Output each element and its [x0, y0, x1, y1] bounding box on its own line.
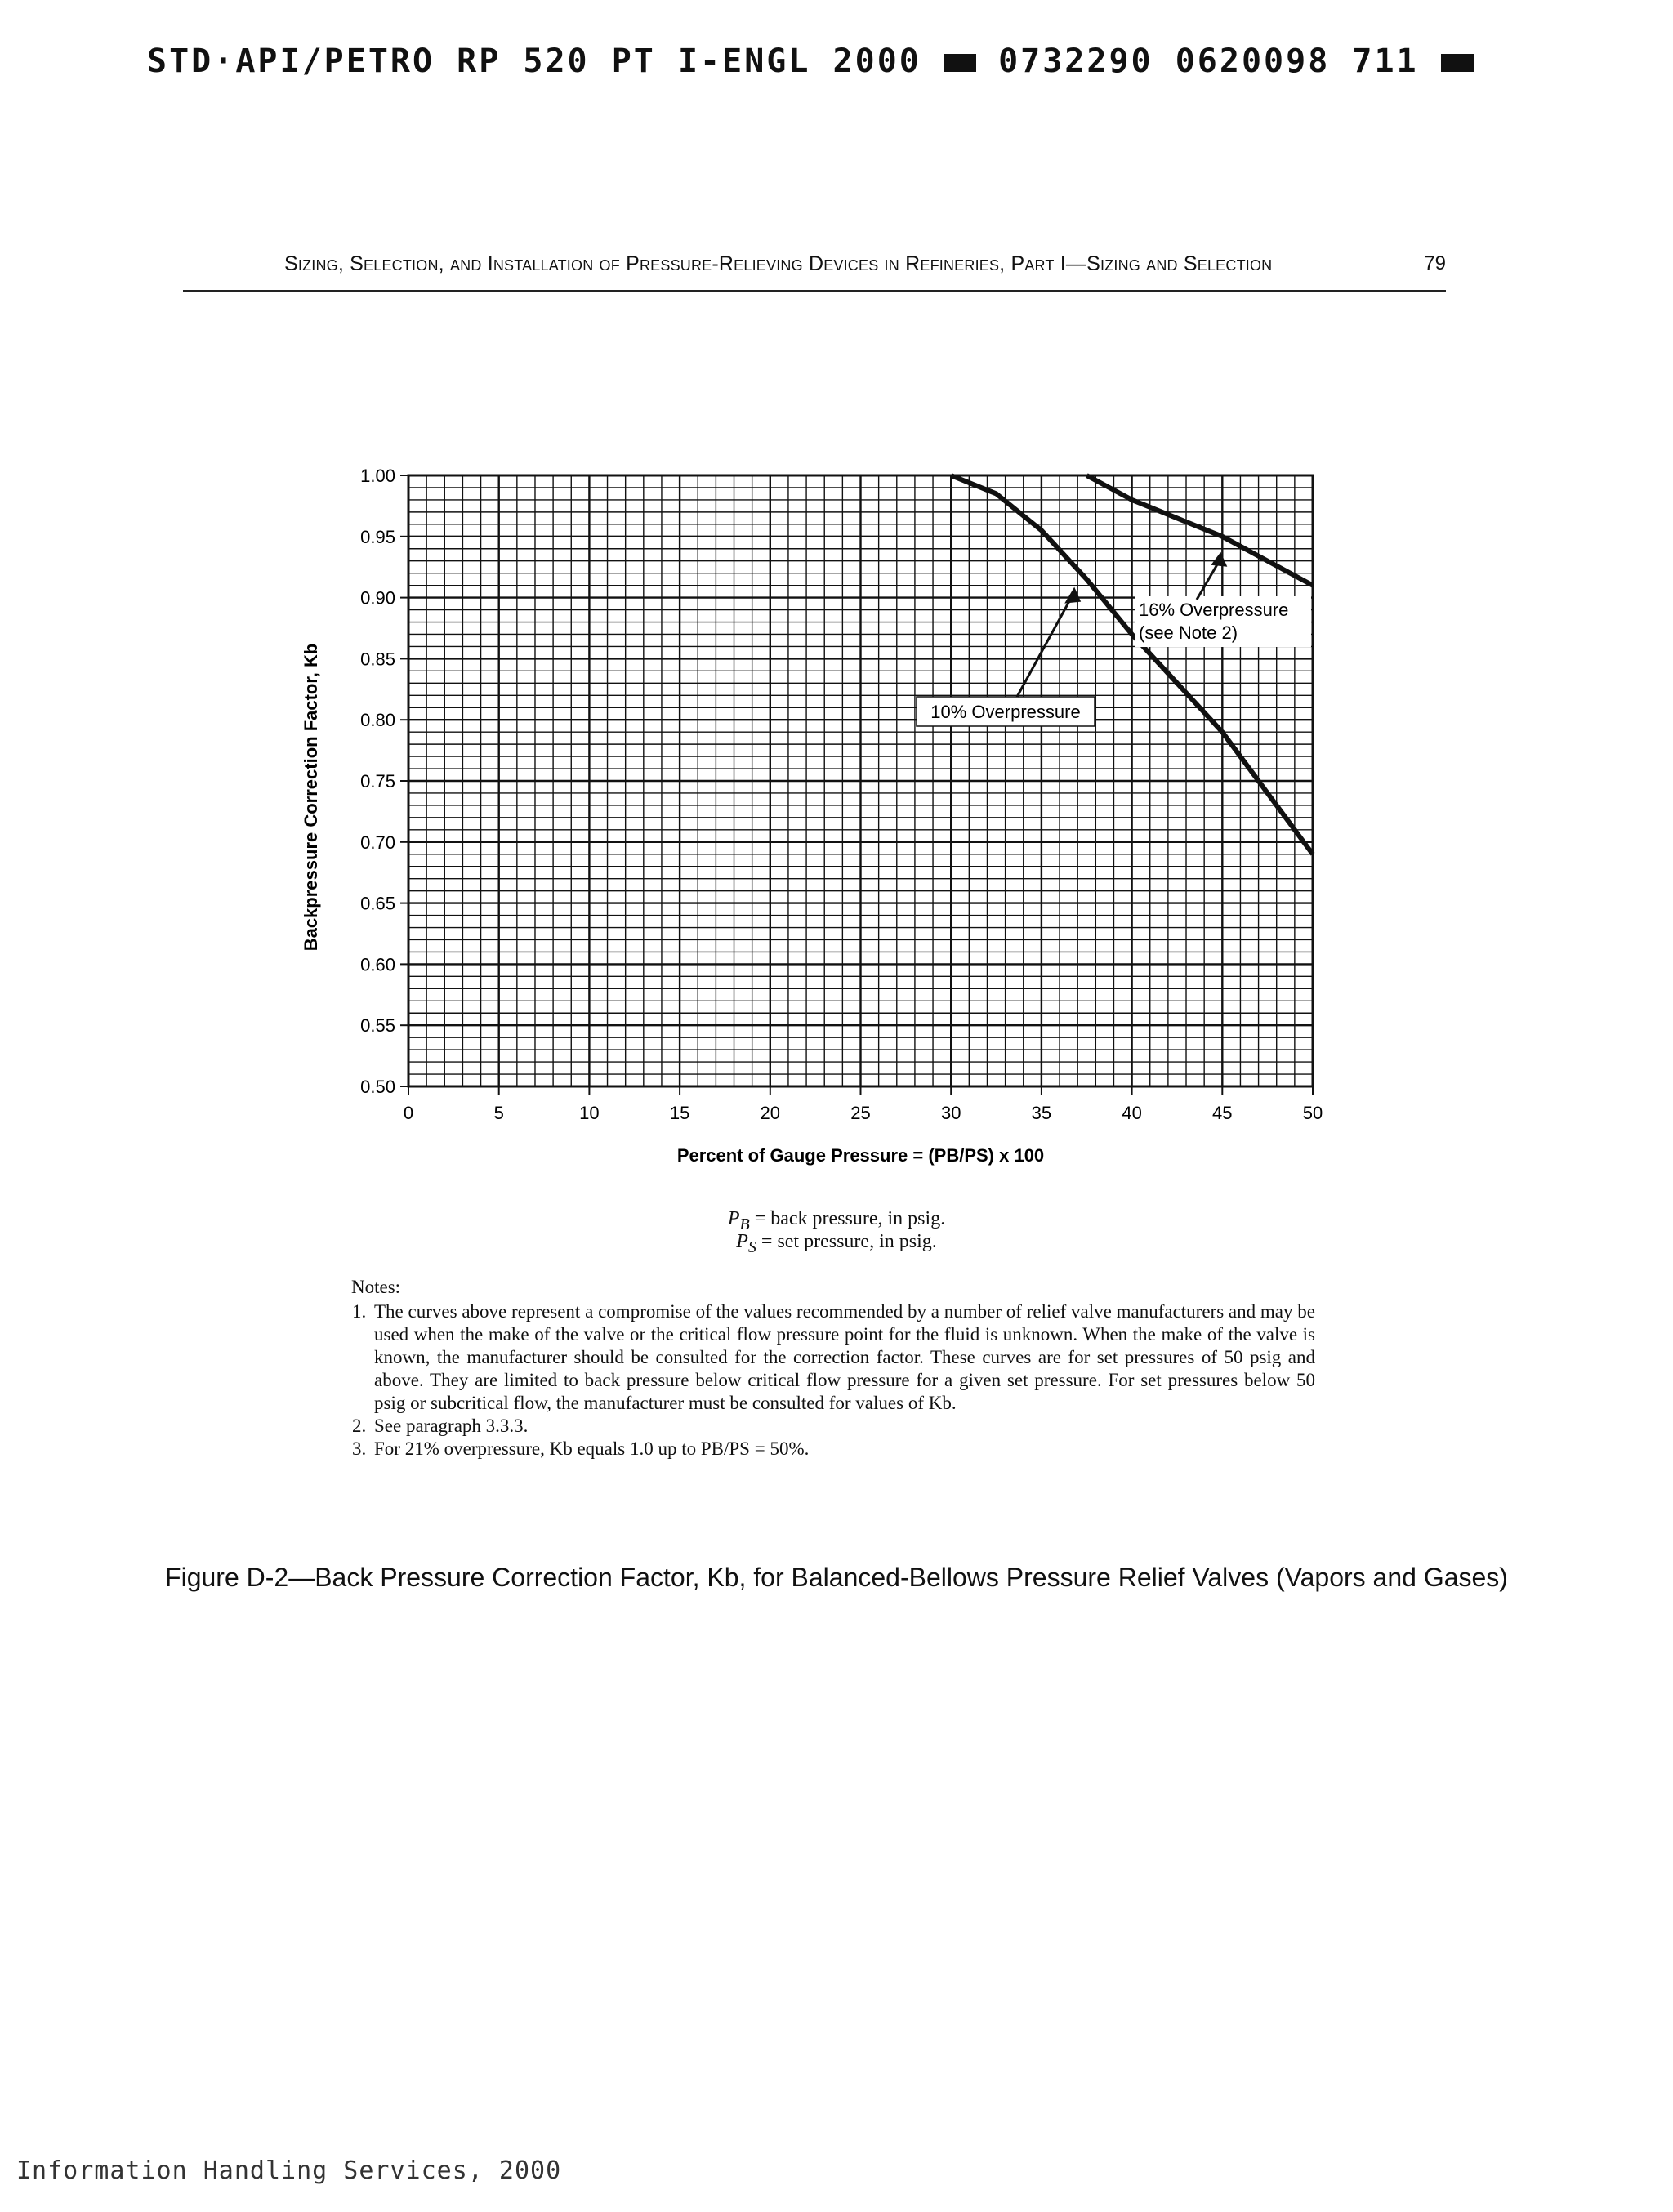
- note-item: 1. The curves above represent a compromise of the values recommended by a number of relief valve manufacturers and may be used when the make of the valve or the critical flow pressure point for the fluid is unknown. When the make of the valve is known, the manufacturer should be consulted for the correction factor. These curves are for set pressures of 50 psig and above. They are limited to back pressure below critical flow pressure for a given set pressure. For set pressures below 50 psig or subcritical flow, the manufacturer must be consulted for values of Kb.: [371, 1300, 1315, 1415]
- x-tick-label: 0: [403, 1103, 414, 1123]
- notes-heading: Notes:: [351, 1277, 401, 1297]
- figure-caption: Figure D-2—Back Pressure Correction Factor, Kb, for Balanced-Bellows Pressure Relief Valves (Vapors and Gases): [165, 1563, 1508, 1592]
- x-tick-label: 50: [1302, 1103, 1323, 1123]
- note-item: 2. See paragraph 3.3.3.: [371, 1415, 1315, 1438]
- stamp-code: STD·API/PETRO RP 520 PT I-ENGL 2000: [147, 42, 921, 80]
- x-tick-label: 5: [493, 1103, 504, 1123]
- arrowhead-16pct: [1211, 552, 1227, 567]
- series-line-2: [1086, 475, 1313, 586]
- x-axis-label: Percent of Gauge Pressure = (PB/PS) x 100: [676, 1145, 1045, 1166]
- y-tick-label: 0.80: [360, 710, 395, 731]
- pb-definition: $P_B$ = back pressure, in psig.: [727, 1208, 946, 1233]
- x-tick-label: 40: [1122, 1103, 1142, 1123]
- x-tick-label: 30: [940, 1103, 961, 1123]
- x-tick-label: 15: [669, 1103, 690, 1123]
- y-axis-label: Backpressure Correction Factor, Kb: [301, 643, 321, 952]
- x-tick-label: 45: [1212, 1103, 1233, 1123]
- major-grid: [408, 475, 1313, 1086]
- y-tick-label: 0.50: [360, 1077, 395, 1097]
- y-tick-label: 0.90: [360, 587, 395, 609]
- y-tick-label: 0.60: [360, 954, 395, 975]
- notes: [351, 1276, 1315, 1461]
- stamp-number: 0732290 0620098 711: [998, 42, 1419, 80]
- x-tick-label: 35: [1031, 1103, 1052, 1123]
- pb-definition-text: = back pressure, in psig.: [754, 1208, 946, 1229]
- label-10pct-overpressure: 10% Overpressure: [930, 702, 1081, 722]
- y-tick-label: 0.70: [360, 832, 395, 853]
- note-item: 3. For 21% overpressure, Kb equals 1.0 up to PB/PS = 50%.: [371, 1438, 1315, 1461]
- page-number: 79: [1424, 252, 1446, 274]
- y-tick-label: 1.00: [360, 466, 395, 486]
- ps-definition-text: = set pressure, in psig.: [761, 1231, 937, 1252]
- y-tick-label: 0.75: [360, 771, 395, 792]
- footer-text: Information Handling Services, 2000: [16, 2156, 562, 2185]
- y-tick-label: 0.65: [360, 893, 395, 914]
- axis-ticks: [400, 475, 1313, 1095]
- y-tick-label: 0.85: [360, 649, 395, 670]
- header-title: Sizing, Selection, and Installation of Pressure-Relieving Devices in Refineries, Part I—Sizing and Selection: [284, 252, 1273, 275]
- y-tick-label: 0.55: [360, 1015, 395, 1037]
- ps-definition: $P_S$ = set pressure, in psig.: [736, 1231, 937, 1256]
- x-tick-labels: [404, 1103, 1323, 1123]
- arrowhead-10pct: [1064, 587, 1081, 604]
- x-tick-label: 20: [760, 1103, 781, 1123]
- y-tick-labels: [360, 466, 395, 1097]
- y-tick-label: 0.95: [360, 526, 395, 547]
- label-see-note-2: (see Note 2): [1139, 622, 1238, 643]
- notes-list: [351, 1300, 1315, 1461]
- arrow-10pct: [1017, 592, 1074, 697]
- x-tick-label: 10: [579, 1103, 600, 1123]
- x-tick-label: 25: [850, 1103, 871, 1123]
- label-16pct-overpressure: 16% Overpressure: [1139, 600, 1289, 620]
